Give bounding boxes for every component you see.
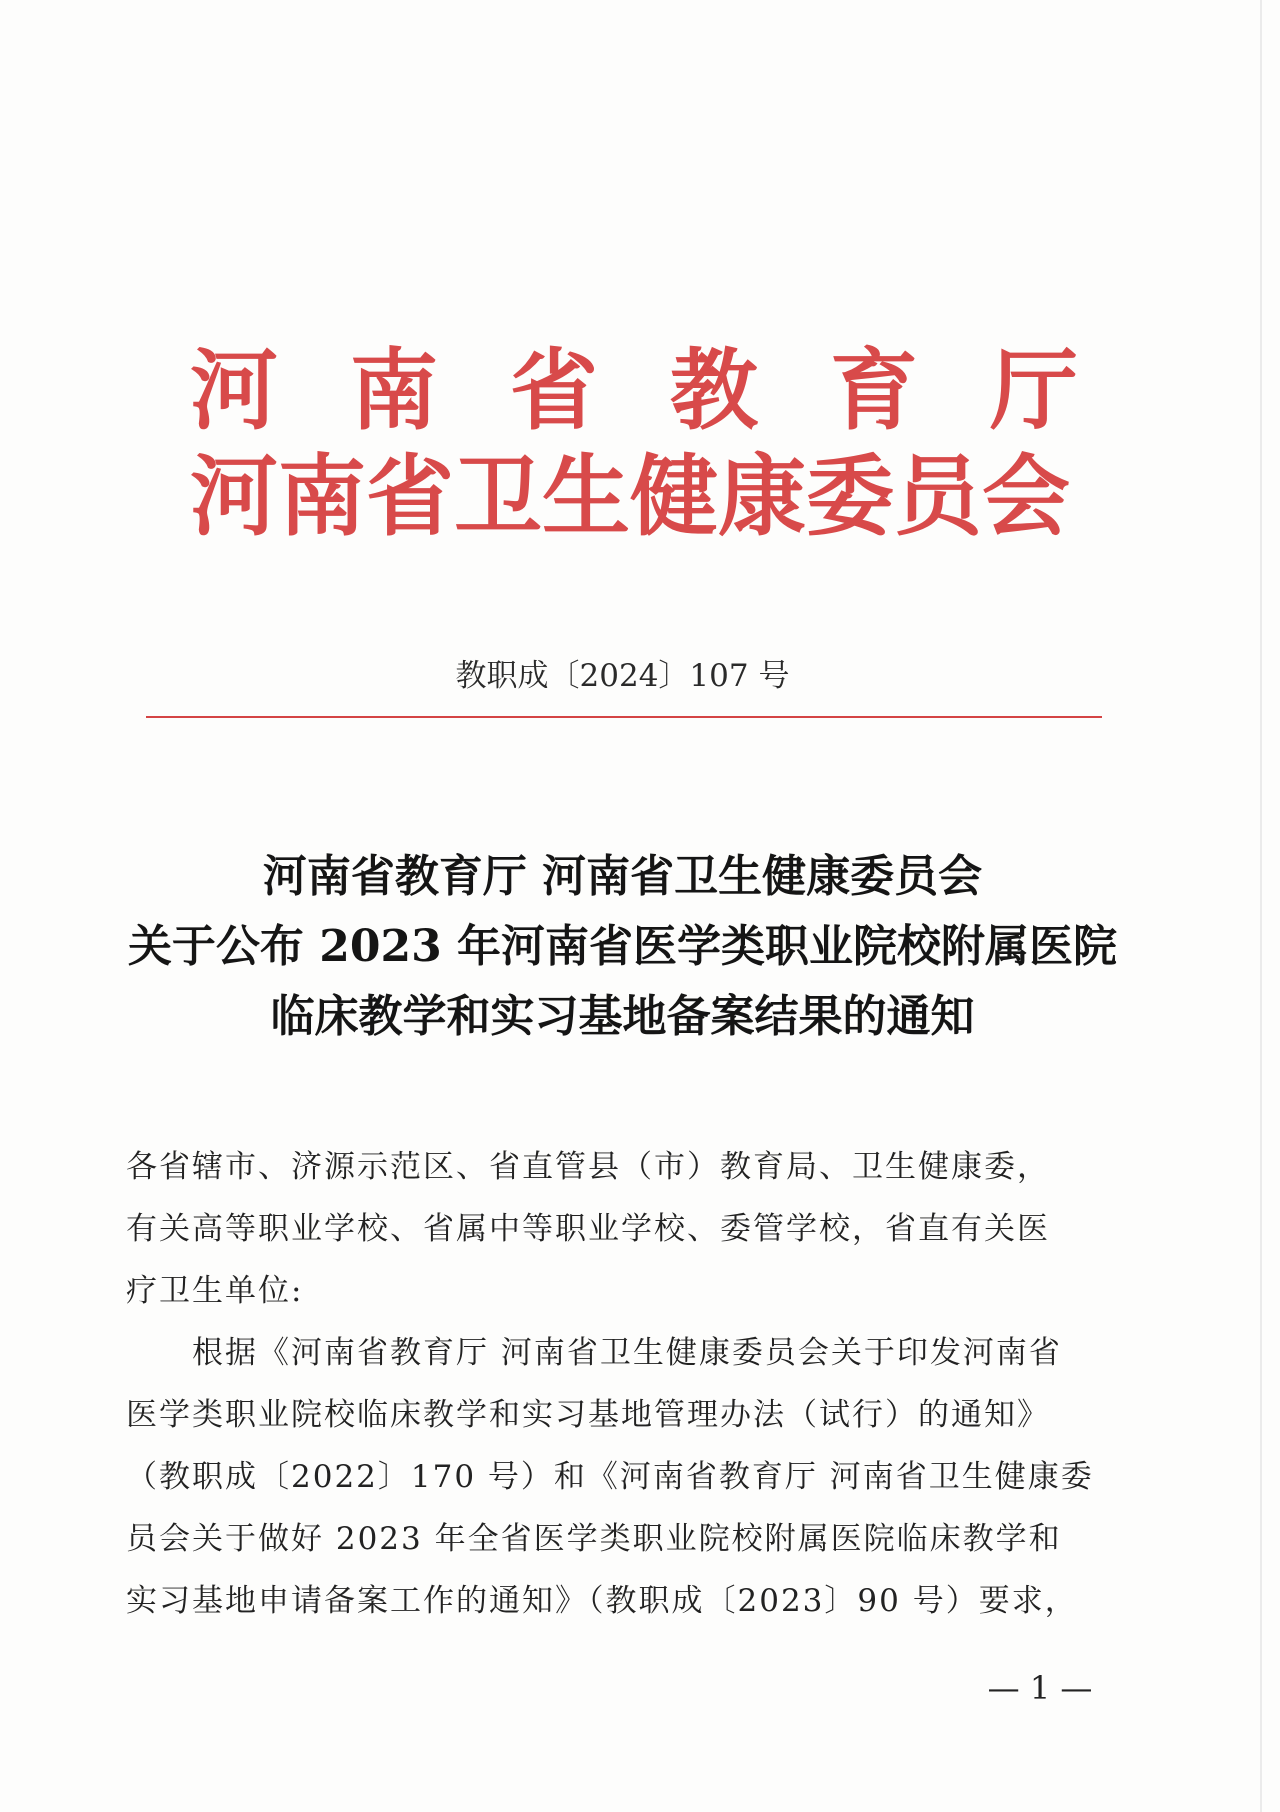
issuer-name-education-department: 河南省教育厅	[190, 338, 1151, 442]
document-title-line-3: 临床教学和实习基地备案结果的通知	[270, 991, 975, 1042]
addressee-line-2: 有关高等职业学校、省属中等职业学校、委管学校，省直有关医	[126, 1211, 1050, 1247]
issuer-name-health-commission: 河南省卫生健康委员会	[190, 444, 1071, 548]
body-paragraph-line-4: 员会关于做好 2023 年全省医学类职业院校附属医院临床教学和	[126, 1521, 1062, 1557]
document-number: 教职成〔2024〕107 号	[455, 658, 790, 694]
document-title-line-2: 关于公布 2023 年河南省医学类职业院校附属医院	[127, 921, 1118, 972]
body-paragraph-line-2: 医学类职业院校临床教学和实习基地管理办法（试行）的通知》	[126, 1397, 1050, 1433]
body-paragraph-line-3: （教职成〔2022〕170 号）和《河南省教育厅 河南省卫生健康委	[126, 1459, 1094, 1495]
addressee-line-3: 疗卫生单位:	[126, 1273, 304, 1309]
red-separator-line	[146, 716, 1102, 718]
scan-edge-shadow	[1260, 0, 1262, 1812]
body-paragraph-line-1: 根据《河南省教育厅 河南省卫生健康委员会关于印发河南省	[126, 1335, 1062, 1371]
addressee-line-1: 各省辖市、济源示范区、省直管县（市）教育局、卫生健康委，	[126, 1149, 1050, 1185]
document-title-line-1: 河南省教育厅 河南省卫生健康委员会	[262, 851, 983, 902]
page-number: — 1 —	[987, 1669, 1093, 1707]
body-paragraph-line-5: 实习基地申请备案工作的通知》（教职成〔2023〕90 号）要求，	[126, 1583, 1078, 1619]
